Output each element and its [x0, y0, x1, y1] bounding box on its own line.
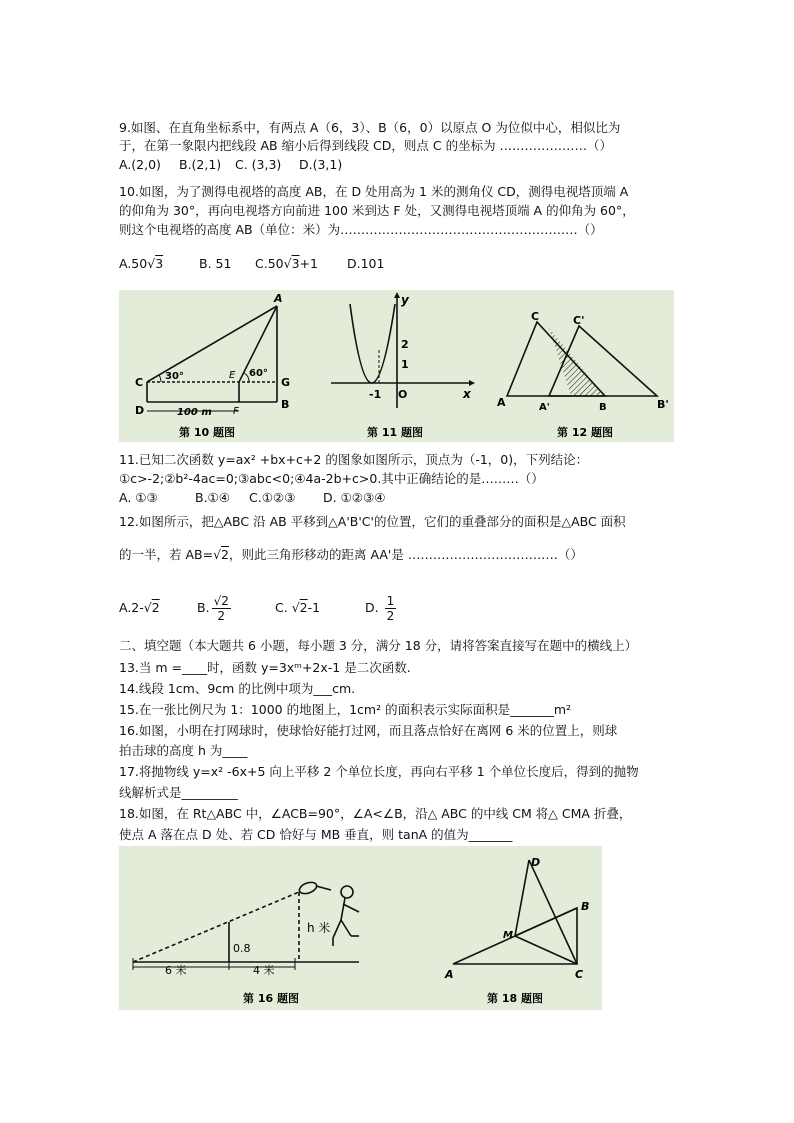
q12-option-d-numerator: 1 [386, 594, 395, 608]
q10-option-a: A.50 [119, 256, 148, 271]
fig11-caption: 第 11 题图 [367, 426, 423, 439]
q9-option-a: A.(2,0) [119, 157, 161, 172]
figure-panel-q10-q12-svg [119, 290, 674, 442]
fig11-label-y: y [401, 293, 409, 307]
fig16-caption: 第 16 题图 [243, 992, 299, 1005]
section-title-fill-in: 二、填空题（本大题共 6 小题，每小题 3 分，满分 18 分，请将答案直接写在题中的横线上） [119, 638, 638, 653]
q12-option-c: C. [275, 600, 288, 615]
q12-option-c-radicand: 2 [299, 600, 308, 615]
figure-q18 [453, 860, 577, 964]
fig12-label-C: C [531, 310, 540, 323]
figure-q10 [147, 306, 277, 411]
fig12-label-A-prime: A' [539, 402, 550, 413]
q12-line2-post: ，则此三角形移动的距离 AA'是 ………………………………（） [229, 547, 583, 562]
fig11-x-arrow-icon [469, 380, 475, 386]
figure-panel-q16-q18-svg [119, 846, 602, 1010]
q14: 14.线段 1cm、9cm 的比例中项为___cm. [119, 681, 356, 696]
q10-line1: 10.如图，为了测得电视塔的高度 AB，在 D 处用高为 1 米的测角仪 CD，测得电视塔顶端 A [119, 184, 629, 199]
q10-option-c-radicand: 3 [291, 256, 300, 271]
q10-option-b: B. 51 [199, 256, 232, 271]
q10-option-d: D.101 [347, 256, 385, 271]
q11-option-d: D. ①②③④ [323, 490, 386, 505]
fig10-angle-30: 30° [165, 371, 184, 382]
q17-line2: 线解析式是_________ [119, 785, 238, 800]
fig10-label-G: G [281, 376, 291, 389]
fig10-label-F: F [233, 406, 239, 417]
fig16-label-6m: 6 米 [165, 964, 187, 977]
figure-panel-q10-q12 [119, 290, 674, 442]
fig12-label-A: A [497, 396, 506, 409]
q10-option-a-radicand: 3 [155, 256, 164, 271]
fig11-label-neg1: -1 [369, 388, 382, 401]
q9-option-b: B.(2,1) [179, 157, 222, 172]
fig16-label-h: h 米 [307, 921, 331, 935]
q10-line3: 则这个电视塔的高度 AB（单位：米）为…………………………………………………（） [119, 222, 603, 237]
q12-line1: 12.如图所示，把△ABC 沿 AB 平移到△A'B'C'的位置，它们的重叠部分的面积是△ABC 面积 [119, 514, 626, 529]
q11-option-c: C.①②③ [249, 490, 296, 505]
fig18-caption: 第 18 题图 [487, 992, 543, 1005]
q10-option-c-suffix: +1 [299, 256, 318, 271]
q13: 13.当 m =____时，函数 y=3xᵐ+2x-1 是二次函数. [119, 660, 411, 675]
fig12-label-B-prime: B' [657, 398, 669, 411]
q12-line2-radicand: 2 [221, 547, 229, 562]
fig10-label-C: C [135, 376, 144, 389]
fig10-label-B: B [281, 398, 290, 411]
fig18-label-B: B [581, 900, 590, 913]
q11-option-b: B.①④ [195, 490, 230, 505]
q9-option-d: D.(3,1) [299, 157, 343, 172]
q18-line1: 18.如图，在 Rt△ABC 中，∠ACB=90°，∠A<∠B，沿△ ABC 的中线 CM 将△ CMA 折叠， [119, 806, 632, 821]
q9-line2: 于，在第一象限内把线段 AB 缩小后得到线段 CD，则点 C 的坐标为 …………………（） [119, 138, 613, 153]
q12-line2-pre: 的一半，若 AB= [119, 547, 214, 562]
sqrt-icon: √ [283, 256, 292, 271]
q12-option-a-radicand: 2 [151, 600, 160, 615]
q15: 15.在一张比例尺为 1：1000 的地图上，1cm² 的面积表示实际面积是_______m² [119, 702, 572, 717]
fig11-label-2: 2 [401, 338, 409, 351]
fig10-label-A: A [274, 292, 283, 305]
figure-panel-q16-q18 [119, 846, 602, 1010]
fig11-label-1: 1 [401, 358, 409, 371]
fig12-label-B: B [599, 402, 607, 413]
q12-option-d-fraction [385, 594, 397, 623]
q17-line1: 17.将抛物线 y=x² -6x+5 向上平移 2 个单位长度，再向右平移 1 个单位长度后，得到的抛物 [119, 764, 639, 779]
q12-option-b-fraction [212, 594, 231, 623]
q9-option-c: C. (3,3) [235, 157, 282, 172]
q11-option-a: A. ①③ [119, 490, 158, 505]
fig11-label-x: x [463, 387, 471, 401]
fig18-label-C: C [575, 968, 584, 981]
fig12-caption: 第 12 题图 [557, 426, 613, 439]
q12-option-b-numerator: √2 [213, 594, 229, 608]
sqrt-icon: √ [147, 256, 156, 271]
fig18-label-A: A [445, 968, 454, 981]
q12-option-d-denominator: 2 [386, 609, 395, 623]
q12-option-a: A.2- [119, 600, 144, 615]
q16-line1: 16.如图，小明在打网球时，使球恰好能打过网，而且落点恰好在离网 6 米的位置上，则球 [119, 723, 618, 738]
fig18-label-D: D [531, 856, 541, 869]
fig10-label-E: E [229, 370, 236, 381]
q11-line1: 11.已知二次函数 y=ax² +bx+c+2 的图象如图所示，顶点为（-1，0)，下列结论： [119, 452, 589, 467]
q12-option-b: B. [197, 600, 210, 615]
q12-options [119, 588, 398, 628]
q16-line2: 拍击球的高度 h 为____ [119, 743, 248, 758]
fig12-label-C-prime: C' [573, 314, 585, 327]
q12-option-c-suffix: -1 [307, 600, 321, 615]
q12-option-b-denominator: 2 [217, 609, 226, 623]
fig10-label-D: D [135, 404, 145, 417]
fig16-label-net-height: 0.8 [233, 942, 251, 955]
q9-line1: 9.如图、在直角坐标系中，有两点 A（6，3）、B（6，0）以原点 O 为位似中心，相似比为 [119, 120, 621, 135]
fig18-label-M: M [503, 930, 513, 941]
q10-options [119, 255, 384, 273]
q18-line2: 使点 A 落在点 D 处、若 CD 恰好与 MB 垂直，则 tanA 的值为_______ [119, 827, 513, 842]
sqrt-icon: √ [213, 547, 222, 562]
q12-line2 [119, 546, 583, 564]
sqrt-icon: √ [143, 600, 152, 615]
q10-option-c: C.50 [255, 256, 284, 271]
q12-option-d: D. [365, 600, 379, 615]
fig11-label-o: O [398, 388, 408, 401]
q10-line2: 的仰角为 30°，再向电视塔方向前进 100 米到达 F 处，又测得电视塔顶端 A 的仰角为 60°， [119, 203, 635, 218]
q11-line2: ①c>-2;②b²-4ac=0;③abc<0;④4a-2b+c>0.其中正确结论的是………（） [119, 471, 544, 486]
fig10-distance: 100 m [177, 407, 212, 418]
q11-options [119, 489, 385, 507]
fig11-y-arrow-icon [394, 292, 400, 298]
fig10-angle-60: 60° [249, 368, 268, 379]
fig10-caption: 第 10 题图 [179, 426, 235, 439]
fig16-label-4m: 4 米 [253, 964, 275, 977]
sqrt-icon: √ [291, 600, 300, 615]
q9-options [119, 156, 342, 174]
